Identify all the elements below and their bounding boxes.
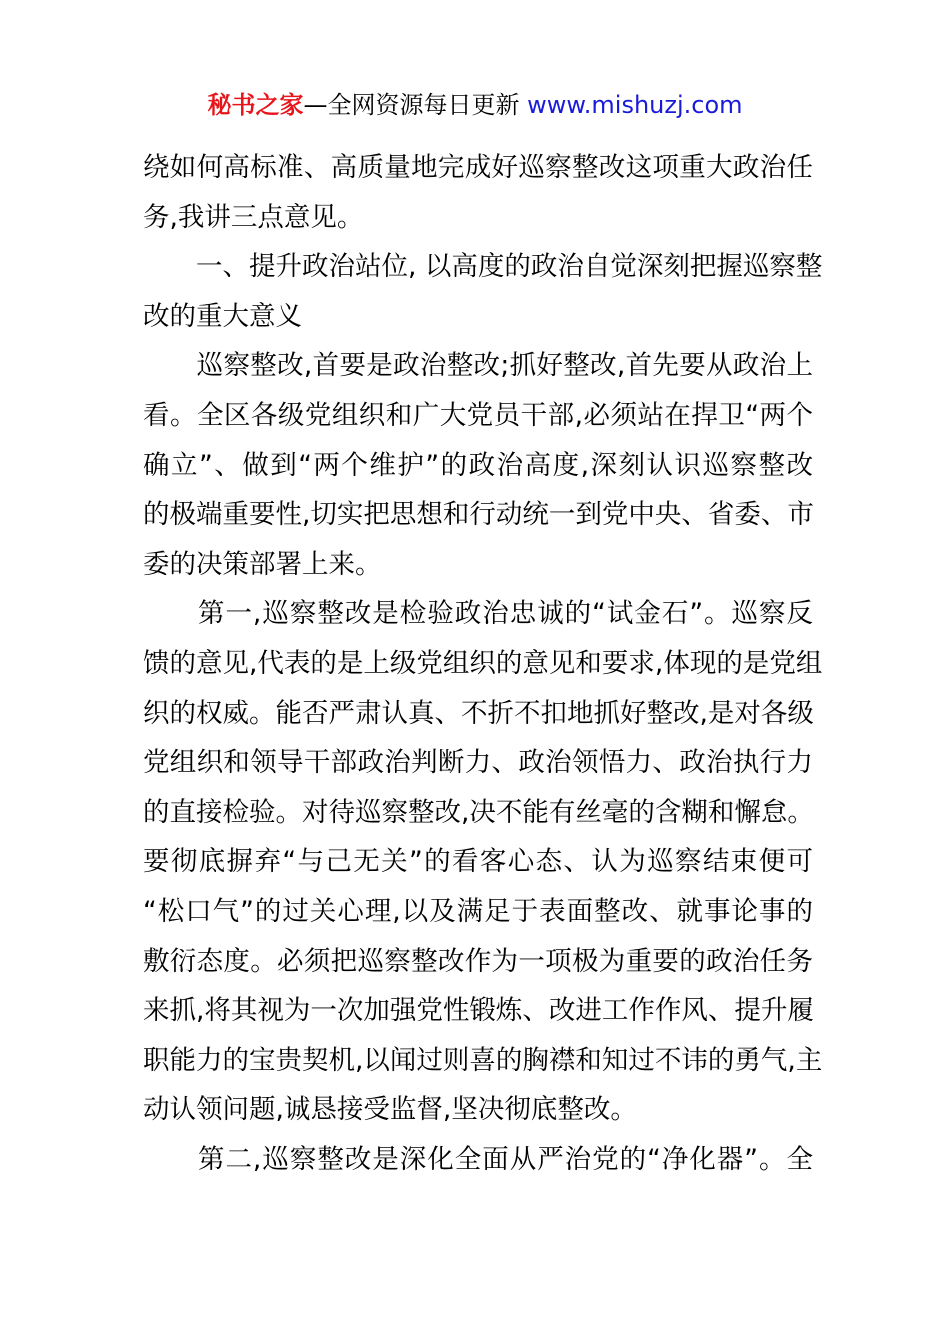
text-line: 确立”、做到“两个维护”的政治高度,深刻认识巡察整改 — [143, 449, 813, 481]
text-line: 第一,巡察整改是检验政治忠诚的“试金石”。巡察反 — [143, 598, 813, 630]
text-line: 职能力的宝贵契机,以闻过则喜的胸襟和知过不讳的勇气,主 — [143, 1044, 823, 1076]
text-line: 巡察整改,首要是政治整改;抓好整改,首先要从政治上 — [143, 350, 813, 382]
text-line: 动认领问题,诚恳接受监督,坚决彻底整改。 — [143, 1094, 637, 1126]
site-url-link[interactable]: www.mishuzj.com — [527, 91, 743, 119]
text-line: 馈的意见,代表的是上级党组织的意见和要求,体现的是党组 — [143, 647, 823, 679]
text-line: 绕如何高标准、高质量地完成好巡察整改这项重大政治任 — [143, 152, 813, 183]
text-line: 要彻底摒弃“与己无关”的看客心态、认为巡察结束便可 — [143, 846, 813, 878]
text-line: 党组织和领导干部政治判断力、政治领悟力、政治执行力 — [143, 747, 813, 779]
text-line: 来抓,将其视为一次加强党性锻炼、改进工作作风、提升履 — [143, 995, 814, 1027]
text-line: 的直接检验。对待巡察整改,决不能有丝毫的含糊和懈怠。 — [143, 796, 814, 828]
text-line: 第二,巡察整改是深化全面从严治党的“净化器”。全 — [143, 1143, 813, 1175]
page-header — [0, 88, 950, 122]
site-brand: 秘书之家 — [207, 91, 304, 119]
text-line: 改的重大意义 — [143, 300, 302, 332]
text-line: “松口气”的过关心理,以及满足于表面整改、就事论事的 — [143, 895, 813, 927]
text-line: 务,我讲三点意见。 — [143, 201, 364, 233]
text-line: 看。全区各级党组织和广大党员干部,必须站在捍卫“两个 — [143, 399, 813, 431]
text-line: 的极端重要性,切实把思想和行动统一到党中央、省委、市 — [143, 499, 814, 531]
text-line: 一、提升政治站位, 以高度的政治自觉深刻把握巡察整 — [143, 251, 823, 283]
text-line: 敷衍态度。必须把巡察整改作为一项极为重要的政治任务 — [143, 945, 813, 977]
text-line: 织的权威。能否严肃认真、不折不扣地抓好整改,是对各级 — [143, 697, 814, 729]
document-body — [143, 143, 823, 1184]
site-tagline: —全网资源每日更新 — [303, 91, 528, 119]
text-line: 委的决策部署上来。 — [143, 548, 382, 580]
